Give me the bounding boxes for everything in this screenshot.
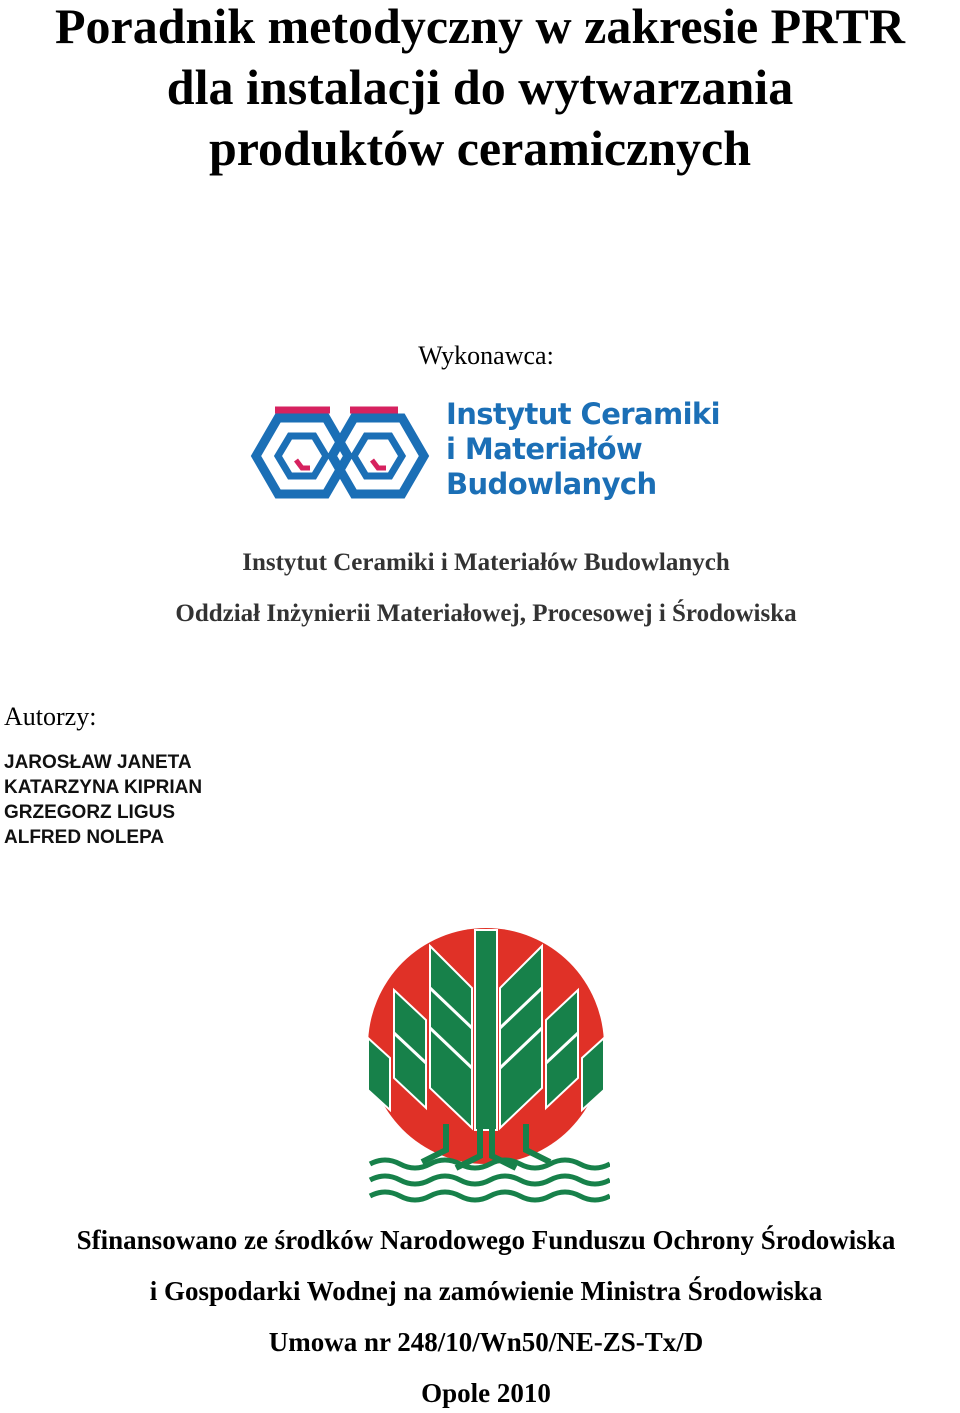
title-line-1: Poradnik metodyczny w zakresie PRTR	[54, 0, 906, 54]
contractor-label: Wykonawca:	[418, 341, 554, 370]
sun-tree-water-emblem-icon	[360, 928, 610, 1208]
document-title	[0, 0, 960, 179]
funding-text-line-1: Sfinansowano ze środków Narodowego Funduszu Ochrony Środowiska	[76, 1225, 896, 1255]
institute-name: Instytut Ceramiki i Materiałów Budowlanych	[242, 549, 730, 576]
place-and-date: Opole 2010	[421, 1378, 551, 1408]
author-name: JAROSŁAW JANETA	[4, 752, 192, 773]
title-line-3: produktów ceramicznych	[208, 120, 752, 176]
hexagon-rings-logo-icon	[248, 400, 438, 508]
institute-logo	[248, 397, 720, 508]
title-line-2: dla instalacji do wytwarzania	[166, 59, 794, 115]
author-name: GRZEGORZ LIGUS	[4, 802, 175, 823]
logo-wordmark-line: Budowlanych	[446, 467, 657, 501]
logo-wordmark-line: Instytut Ceramiki	[446, 397, 720, 431]
funding-text-line-2: i Gospodarki Wodnej na zamówienie Ministra Środowiska	[149, 1276, 823, 1306]
institute-division: Oddział Inżynierii Materiałowej, Procesowej i Środowiska	[175, 600, 797, 627]
author-name: KATARZYNA KIPRIAN	[4, 777, 203, 798]
logo-wordmark	[446, 397, 720, 502]
contract-number: Umowa nr 248/10/Wn50/NE-ZS-Tx/D	[268, 1327, 704, 1357]
author-name: ALFRED NOLEPA	[4, 827, 165, 848]
authors-list	[4, 750, 202, 850]
authors-label: Autorzy:	[4, 702, 97, 731]
logo-wordmark-line: i Materiałów	[446, 432, 643, 466]
